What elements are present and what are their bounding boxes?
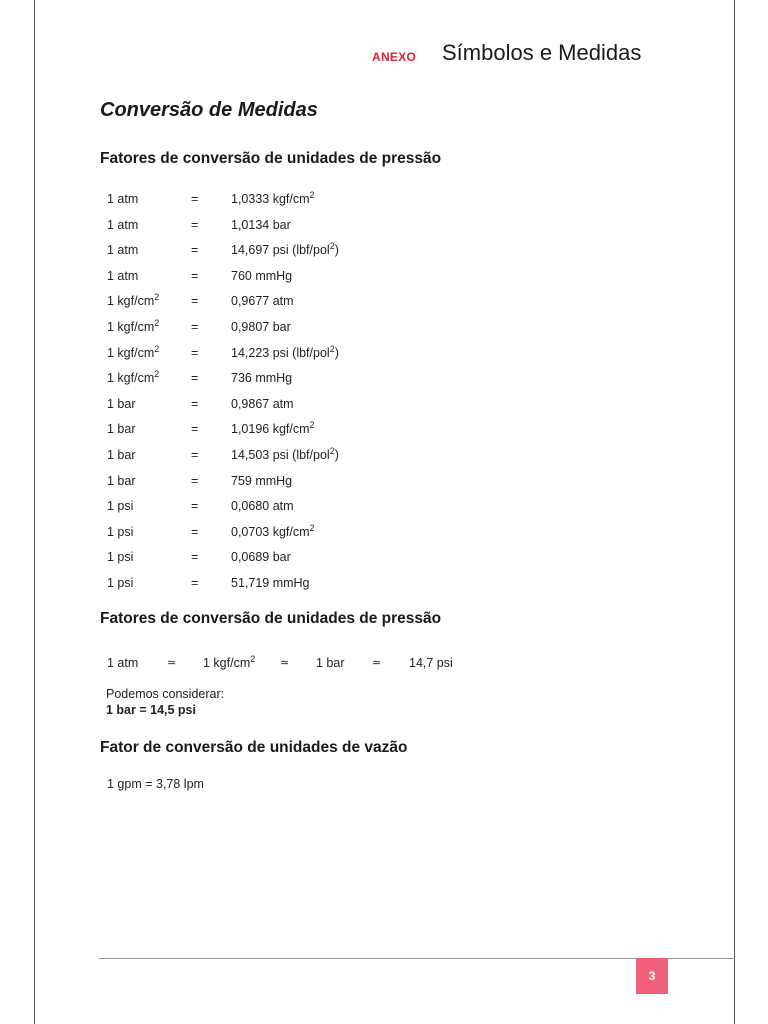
row-left-unit: 1 bar (107, 396, 136, 411)
row-equals: = (191, 550, 199, 565)
row-right-value: 759 mmHg (231, 473, 293, 488)
row-equals: = (191, 243, 199, 258)
approx-symbol: ≃ (167, 657, 177, 669)
flow-heading: Fator de conversão de unidades de vazão (100, 739, 408, 756)
row-right-value: 14,503 psi (lbf/pol$^2$) (231, 445, 339, 462)
row-equals: = (191, 524, 199, 539)
pressure-equivalence-heading: Fatores de conversão de unidades de pressão (100, 610, 442, 627)
section-title: Conversão de Medidas (100, 99, 318, 121)
row-left-unit: 1 atm (107, 192, 139, 206)
row-right-value: 0,0680 atm (231, 499, 294, 514)
row-right-value: 0,0689 bar (231, 550, 291, 565)
note-bold-text: 1 bar = 14,5 psi (106, 703, 196, 717)
equiv-item-psi: 14,7 psi (409, 656, 453, 670)
row-right-value: 1,0333 kgf/$cm^2$ (231, 190, 315, 206)
row-right-value: 1,0196 kgf/$cm^2$ (231, 420, 315, 437)
row-left-unit: 1 atm (107, 268, 139, 283)
approx-symbol: ≃ (372, 657, 382, 669)
row-left-unit: 1 kgf/$cm^2$ (107, 369, 160, 386)
row-left-unit: 1 psi (107, 575, 134, 590)
row-equals: = (191, 371, 199, 386)
approx-symbol: ≃ (280, 657, 290, 669)
row-equals: = (191, 294, 199, 309)
row-right-value: 0,0703 kgf/$cm^2$ (231, 522, 315, 539)
row-equals: = (191, 217, 199, 232)
row-equals: = (191, 473, 199, 488)
row-left-unit: 1 bar (107, 473, 136, 488)
row-equals: = (191, 575, 199, 590)
row-equals: = (191, 345, 199, 360)
row-left-unit: 1 psi (107, 499, 134, 514)
page-border-right (734, 0, 735, 1024)
header-tag: ANEXO (372, 50, 417, 64)
page-border-left (34, 0, 35, 1024)
row-left-unit: 1 kgf/$cm^2$ (107, 292, 160, 309)
row-left-unit: 1 psi (107, 524, 134, 539)
row-left-unit: 1 bar (107, 422, 136, 437)
row-right-value: 14,223 psi (lbf/pol$^2$) (231, 343, 339, 360)
row-equals: = (191, 422, 199, 437)
row-equals: = (191, 319, 199, 334)
page-number-badge: 3 (636, 958, 668, 994)
row-right-value: 0,9677 atm (231, 294, 294, 309)
row-equals: = (191, 447, 199, 462)
row-right-value: 14,697 psi (lbf/pol$^2$) (231, 241, 339, 258)
equiv-item-atm: 1 atm (107, 656, 139, 670)
row-equals: = (191, 499, 199, 514)
row-right-value: 0,9867 atm (231, 396, 294, 411)
row-equals: = (191, 396, 199, 411)
row-left-unit: 1 kgf/$cm^2$ (107, 343, 160, 360)
row-right-value: 736 mmHg (231, 371, 293, 386)
row-right-value: 760 mmHg (231, 268, 293, 283)
note-text: Podemos considerar: (106, 687, 225, 701)
row-left-unit: 1 kgf/$cm^2$ (107, 317, 160, 334)
row-left-unit: 1 bar (107, 447, 136, 462)
row-right-value: 51,719 mmHg (231, 575, 310, 590)
row-right-value: 1,0134 bar (231, 217, 291, 232)
equiv-item-bar: 1 bar (316, 656, 345, 670)
row-left-unit: 1 atm (107, 243, 139, 258)
row-right-value: 0,9807 bar (231, 319, 291, 334)
equiv-item-kgf: 1 kgf/$cm^2$ (203, 654, 256, 670)
row-left-unit: 1 psi (107, 550, 134, 565)
flow-conversion-value: 1 gpm = 3,78 lpm (107, 777, 204, 791)
row-equals: = (191, 192, 199, 206)
row-left-unit: 1 atm (107, 217, 139, 232)
pressure-table-heading: Fatores de conversão de unidades de pressão (100, 150, 442, 167)
row-equals: = (191, 268, 199, 283)
header-title: Símbolos e Medidas (442, 40, 642, 65)
